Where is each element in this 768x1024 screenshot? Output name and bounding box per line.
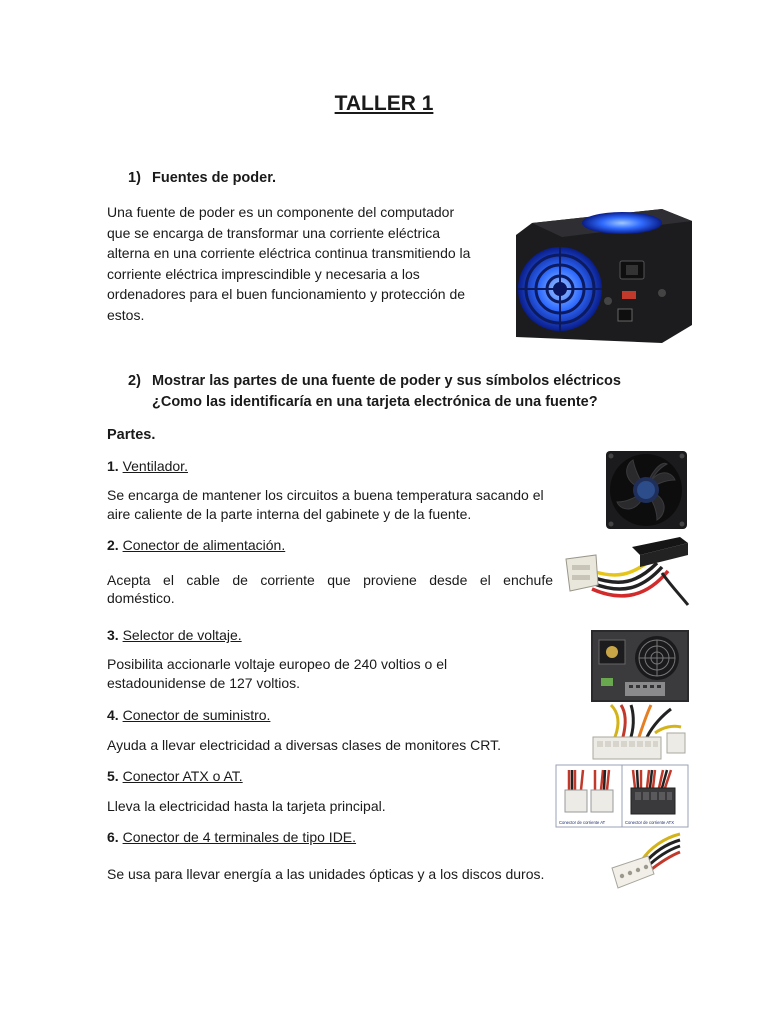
- part-6-title: [107, 827, 356, 848]
- part-3-title: [107, 625, 242, 646]
- part-5-description: [107, 796, 386, 817]
- parts-label: Partes.: [107, 427, 156, 443]
- power-supply-photo: [512, 205, 694, 345]
- power-connector-photo: [562, 533, 692, 610]
- part-2-title: [107, 535, 285, 556]
- part-number: 6.: [107, 829, 119, 845]
- atx-caption-right: Conector de corriente ATX: [625, 820, 675, 825]
- part-3-description: [107, 655, 447, 693]
- part-2-description: [107, 571, 553, 607]
- part-4-title: [107, 705, 270, 726]
- section-2-number: 2): [128, 373, 141, 389]
- part-number: 4.: [107, 707, 119, 723]
- description-line: estadounidense de 127 voltios.: [107, 675, 301, 691]
- description-line: aire caliente de la parte interna del gabinete y de la fuente.: [107, 506, 472, 522]
- section-2-heading-line-1: Mostrar las partes de una fuente de poder y sus símbolos eléctricos: [152, 373, 621, 389]
- part-name: Ventilador.: [122, 458, 188, 474]
- description-line: Posibilita accionarle voltaje europeo de 240 voltios o el: [107, 656, 448, 672]
- paragraph-line: ordenadores para el buen funcionamiento y protección de: [107, 286, 466, 302]
- atx-at-connector-photo: [555, 764, 689, 828]
- part-number: 2.: [107, 537, 119, 553]
- part-number: 3.: [107, 627, 119, 643]
- paragraph-line: Una fuente de poder es un componente del computador: [107, 204, 455, 220]
- description-line: doméstico.: [107, 590, 175, 606]
- supply-connector-photo: [591, 703, 689, 763]
- part-name: Conector ATX o AT.: [122, 768, 243, 784]
- part-name: Conector de 4 terminales de tipo IDE.: [122, 829, 357, 845]
- part-name: Selector de voltaje.: [122, 627, 242, 643]
- description-line: Acepta el cable de corriente que proviene desde el enchufe: [107, 572, 553, 588]
- part-4-description: [107, 735, 501, 756]
- description-line: Lleva la electricidad hasta la tarjeta principal.: [107, 798, 386, 814]
- part-number: 5.: [107, 768, 119, 784]
- part-5-title: [107, 766, 243, 787]
- paragraph-line: estos.: [107, 306, 145, 323]
- description-line: Se encarga de mantener los circuitos a buena temperatura sacando el: [107, 487, 544, 503]
- ide-connector-photo: [608, 830, 682, 892]
- section-1-number: 1): [128, 170, 141, 186]
- section-1-heading: Fuentes de poder.: [152, 170, 277, 186]
- part-number: 1.: [107, 458, 119, 474]
- description-line: Ayuda a llevar electricidad a diversas clases de monitores CRT.: [107, 737, 502, 753]
- section-1-paragraph: [107, 202, 507, 325]
- part-1-description: [107, 486, 544, 524]
- part-1-title: [107, 456, 188, 477]
- section-2-heading-line-2: ¿Como las identificaría en una tarjeta electrónica de una fuente?: [152, 394, 598, 410]
- part-name: Conector de suministro.: [122, 707, 271, 723]
- part-name: Conector de alimentación.: [122, 537, 286, 553]
- atx-caption-left: Conector de corriente AT: [559, 820, 606, 825]
- page-title: TALLER 1: [334, 92, 434, 115]
- paragraph-line: alterna en una corriente eléctrica continua transmitiendo la: [107, 245, 471, 261]
- fan-photo: [605, 450, 688, 530]
- paragraph-line: corriente eléctrica imprescindible y necesaria a los: [107, 265, 420, 282]
- paragraph-line: que se encarga de transformar una corriente eléctrica: [107, 224, 441, 241]
- part-6-description: [107, 864, 544, 885]
- voltage-selector-photo: [591, 630, 689, 702]
- description-line: Se usa para llevar energía a las unidades ópticas y a los discos duros.: [107, 866, 545, 882]
